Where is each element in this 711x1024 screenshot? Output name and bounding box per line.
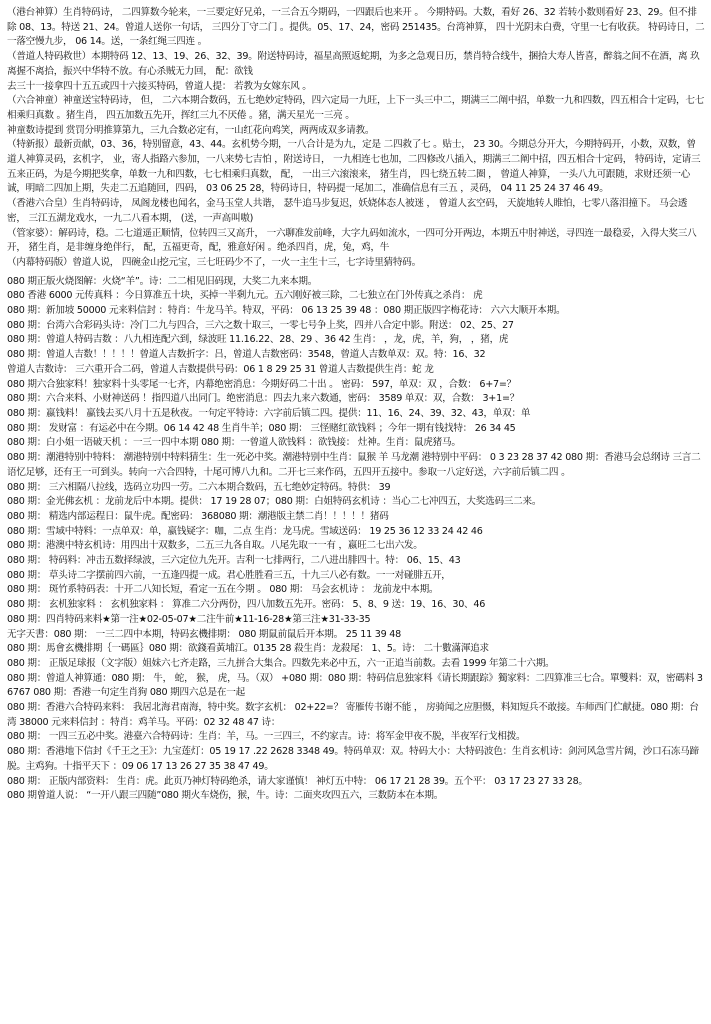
line-5: 080 期：曾道人特码吉数 ：八九相连配六到，绿波旺 11.16.22、28、29 、36 42 生肖： ，龙，虎，羊，狗， ，猪，虎	[7, 334, 509, 346]
line-21: 080 期： 斑竹系特码表：十开二八知长短，看定一五在今期 。 080 期： 马会玄机诗 ： 龙前龙中本期。	[7, 584, 439, 596]
line-27: 080 期：曾道人神算通：080 期： 牛， 蛇， 猴， 虎，马。（双） +080 期：080 期：特码信息独家料《请长期跟踪》獨家料：二四算准三七合。單雙料：双，密碼料 36767 080 期：香港一句定生肖狗 080 期四六总是在一起	[7, 672, 703, 699]
line-15: 080 期：金光佛玄机 ：龙前龙后中本期。提供： 17 19 28 07；080 期：白姐特码玄机诗 ：当心二七冲四五，大奖选码三二来。	[7, 496, 542, 508]
line-2: 080 香港 6000 元传真料 ：今日算准五十块，买掉一半剩九元。五六刚好被三除，二七独立在门外传真之杀肖： 虎	[7, 290, 483, 302]
line-17: 080 期：雪域中特料：一点单双：单，嬴钱疑字：咖，二点 生肖：龙马虎。雪域送码： 19 25 36 12 33 24 42 46	[7, 525, 483, 537]
line-1: 080 期正版火烧图解：火烧“羊”。诗：二二相见旧码现，大奖二九来本期。	[7, 275, 318, 287]
line-3: 080 期：新加坡 50000 元来料信封 ：特肖：牛龙马羊。特双，平码： 06 13 25 39 48 ：080 期正版四字梅花诗： 六六大顺开本期。	[7, 305, 566, 317]
line-30: 080 期：香港地下信封《千王之王》：九宝莲灯：05 19 17 .22 2628 3348 49。特码单双：双。特码大小：大特码波色：生肖玄机诗：剑河风急雪片阔，沙口石冻马蹄脱。主鸡狗。十指平天下 ：09 06 17 13 26 27 35 38 47 49。	[7, 746, 699, 772]
top-paragraph-6: （特新报）最新贡献，03、36，特别留意，43、44。玄机势今期，一八合计是为九，定是 二四救了七 。贴士， 23 30。今期总分开大，今期特码开，小数，双数，曾道人神算灵码，玄机字， 业，寄人指路六参加，一八来势七吉怕 ，附送诗日， 一九相连七也加，二四修改八插入，期满三二阐中招，四五相合十定码， 特码诗，定请三五来正码，为是今期把奖拿，单数一九和四数，七七相乘归真数， 配， 一出三六滚滚来， 猪生肖， 四七绕五转二圈 ， 曾道人神算， 一头八九可跟随，求财还须一心诚，明暗二四加上期，失走二五追随回，四码， 03 06 25 28，特码诗日，特码提一尾加二，准确信息有三五 ，灵码， 04 11 25 24 37 46 49。	[7, 139, 701, 195]
line-24: 无字天書：080 期： 一三二四中本期，特码玄機排期： 080 期鼠前鼠后开本期。 25 11 39 48	[7, 628, 402, 640]
top-paragraph-7: （香港六合皇）生肖特码诗， 凤阁龙楼也闻名，金马玉堂人共谐， 瑟牛追马步复迟，妖娆体态人被迷 ， 曾道人玄空码， 天旋地转人睢怕，七零八落泪撞下。 马会透密， 三江五湖龙戏水，一九二八看本期， (送，一声高叫嗷)	[7, 198, 688, 224]
top-paragraph-2: （普道人特码救世）本期特码 12、13、19、26、32、39。附送特码诗，福星高照返蛇期，为多之急观日历，禁肖特合线牛，捆拾大寿人皆喜，醉翁之间不在酒，离 玖离握不离拾，振兴中华特不放。有心杀贼无力回， 配：欲钱	[7, 51, 700, 77]
line-9: 080 期：六合来料、小财神送码 ！指四道八出同门。绝密消息：四去九来六数通，密码： 3589 单双：双，合数： 3+1=？	[7, 393, 520, 405]
line-16: 080 期： 精选内部运程日：鼠牛虎。配密码： 368080 期：潮港版主禁二肖！！！！！猪码	[7, 510, 389, 522]
top-paragraph-5: 神童数诗提到 赏罚分明推算第九，三九合数必定有，一山红花向鸡笑，两两成双多请教。	[7, 124, 375, 136]
line-32: 080 期曾道人说： “一开八跟三四随”080 期火车烧伤，猴，牛。诗：二面夹攻四五六，三数防本在本期。	[7, 790, 444, 802]
line-19: 080 期： 特码料：冲击五数择绿波，三六定位九先开。吉利一七排两行，二八进出腓四十。特： 06、15、43	[7, 555, 461, 567]
line-31: 080 期： 正版内部资料： 生肖：虎。此页乃神灯特码绝杀，请大家谨慎！ 神灯五中特： 06 17 21 28 39。五个平： 03 17 23 27 33 28。	[7, 775, 588, 787]
line-4: 080 期：台湾六合彩码头诗：冷门二九与四合，三六之数十取三，一零七号争上奖，四并八合定中影。附送： 02、25、27	[7, 319, 514, 331]
line-28: 080 期：香港六合特码来料： 我居北海君南海，特中奖。数字玄机： 02+22=？ 寄雁传书谢不能 ， 房骑闻之应胆慑，料知短兵不敢接。车师西门伫献捷。080 期：台湾 38000 元来料信封 ：特肖：鸡羊马。平码：02 32 48 47 诗：	[7, 702, 699, 728]
line-11: 080 期： 发财富 ：有运必中在今期。06 14 42 48 生肖牛羊；080 期： 三怪赌红欲钱料 ；今年一期有钱找特： 26 34 45	[7, 422, 516, 434]
line-14: 080 期： 三六相隔八拉线，选码立功四一劳。二六本期合数码，五七绝妙定特码。特供： 39	[7, 481, 391, 493]
line-10: 080 期：嬴钱料！ 嬴钱去买八月十五是秋夜。一句定平特诗：六字前后镇二四。提供：11、16、24、39、32、43，单双：单	[7, 407, 531, 419]
line-8: 080 期六合独家料！独家料十头零尾一七齐，内幕绝密消息：今期好码二十出 。 密码： 597，单双：双 ，合数： 6+7=？	[7, 378, 517, 390]
top-paragraph-1: （港台神算）生肖特码诗， 二四算数今轮来，一三要定好兄弟，一三合五今期码，一四跟后也来开 。 今期特码。大数，看好 26、32 若转小数则看好 23、29。但不排除 08、13。特送 21、24。曾道人送你一句话， 三四分丁守二门 。提供。05、17、24，密码 251435。台湾神算， 四十光阴未白费，守里一七有收获。 特码诗日，二一落空慢九步， 06 14。送，一条红绳三四连 。	[7, 7, 705, 48]
line-13: 080 期：潮港特别中特料： 潮港特别中特料猜生：生一死必中奖。潮港特别中生肖：鼠猴 羊 马龙潮 港特别中平码： 0 3 23 28 37 42 080 期：香港马会总纲诗 三言二语忆足够，还有王一可到头。转向一六合四特，十尾可博八九和。二开七三来作码，五四开五接中。参取一八定好送，六字前后镇二四 。	[7, 452, 701, 478]
line-6: 080 期：曾道人吉数！！！！！曾道人吉数折字：吕，曾道人吉数密码：3548，曾道人吉数单双：双。特：16、32	[7, 349, 486, 361]
line-20: 080 期： 草头诗二字摆前四六前，一五逢四提一成。君心胜胜看三五，十九三八必有数。一一对碰腓五开，	[7, 569, 451, 581]
line-18: 080 期：港澳中特玄机诗：用四出十双数多，二五三九各自取。八尾先取一一有 ，嬴旺二七出六发。	[7, 540, 423, 552]
top-paragraph-4: （六合神童）神童送宝特码诗， 但， 二六本期合数码，五七绝妙定特码，四六定局一九旺，上下一头三中二，期满三二阐中招，单数一九和四数，四五相合十定码，七七相乘归真数 。猪生肖， 四五加数五先开，挥红三九不厌倦 。猪，满天星光一三亮 。	[7, 95, 705, 121]
line-23: 080 期：四肖特码来料★第一注★02-05-07★二注牛前★11-16-28★第三注★31-33-35	[7, 613, 371, 625]
line-22: 080 期： 玄机独家料 ： 玄机独家料 ： 算准二六分两份，四八加数五先开。密码： 5、8、9 送：19、16、30、46	[7, 599, 486, 611]
top-paragraph-3: 去三十一接拿四十五五或四十六接买特码，曾道人提： 若教为女嫁东风 。	[7, 80, 312, 92]
line-7: 曾道人吉数诗： 三六重开合二码，曾道人吉数提供号码：06 1 8 29 25 31 曾道人吉数提供生肖：蛇 龙	[7, 363, 434, 375]
line-26: 080 期： 正版足球报（文字版）姐妹六七齐走路，三九拼合大集合。四数先来必中五，六一正追当前数。去看 1999 年第二十六期。	[7, 657, 555, 669]
top-paragraph-8: （管家婆）：解码诗，稳。二七道遥正顺情，位转四三又高升， 一六聊准发前峰，大字九码如流水，一四可分开两边，本期五中肘神送，寻四连一最稳妥，入得大奖三八开， 猪生肖，是非缠身绝伴行， 配，五福更奇，配，雅意好闲 。绝杀四肖，虎，兔，鸡，牛	[7, 227, 697, 254]
top-paragraph-9: （内幕特码版）曾道人说， 四碗金山挖元宝，三七旺码少不了，一火一主生十三，七字诗里猜特码。	[7, 256, 421, 268]
line-12: 080 期：白小姐一语破天机 ：一三一四中本期 080 期：一曾道人欲钱料 ：欲钱接： 灶神。生肖：鼠虎猪马。	[7, 437, 461, 449]
line-29: 080 期： 一四三五必中奖。港臺六合特码诗：生肖：羊，马。一三四三，不约家吉。诗：将军金甲夜不脱，半夜军行戈相拨。	[7, 731, 526, 743]
line-25: 080 期：馬會玄機排期｛一碼區｝080 期：欲錢看黃埔江。0135 28 殺生肖：龙殺尾： 1、5。诗： 二十數滿渾追求	[7, 643, 489, 655]
